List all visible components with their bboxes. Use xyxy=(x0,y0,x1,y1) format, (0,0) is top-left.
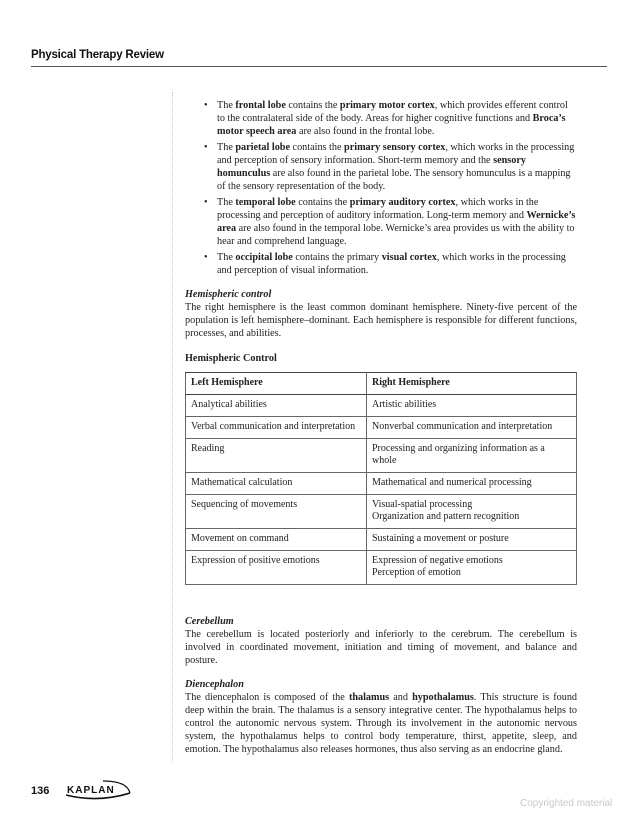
right-cell: Mathematical and numerical processing xyxy=(367,473,577,495)
left-cell: Sequencing of movements xyxy=(186,495,367,529)
table-title: Hemispheric Control xyxy=(185,353,277,364)
table-row xyxy=(186,395,577,417)
left-cell: Reading xyxy=(186,439,367,473)
left-cell: Verbal communication and interpretation xyxy=(186,417,367,439)
left-cell: Movement on command xyxy=(186,529,367,551)
header-right-hemisphere: Right Hemisphere xyxy=(367,373,577,395)
left-cell: Expression of positive emotions xyxy=(186,551,367,585)
bullet-frontal-lobe: • The frontal lobe contains the primary motor cortex, which provides efferent control to the contralateral side of the body. Areas for higher cognitive functions and Broca’s motor speech area are also found in the frontal lobe. xyxy=(204,99,577,138)
table-row xyxy=(186,473,577,495)
hemispheric-control-heading: Hemispheric control xyxy=(185,289,272,300)
page-body xyxy=(185,99,577,756)
right-cell: Expression of negative emotions Perception of emotion xyxy=(367,551,577,585)
left-cell: Mathematical calculation xyxy=(186,473,367,495)
bullet-occipital-lobe: • The occipital lobe contains the primary visual cortex, which works in the processing and perception of visual information. xyxy=(204,251,577,277)
running-header: Physical Therapy Review xyxy=(31,49,164,61)
right-cell: Nonverbal communication and interpretation xyxy=(367,417,577,439)
table-header-row xyxy=(186,373,577,395)
diencephalon-text: The diencephalon is composed of the thalamus and hypothalamus. This structure is found deep within the brain. The thalamus is a sensory integrative center. The hypothalamus helps to control the autonomic nervous system. Through its involvement in the autonomic nervous system, the hypothalamus helps to control body temperature, thirst, appetite, sleep, and emotion. The hypothalamus also releases hormones, thus also serving as an endocrine gland. xyxy=(185,692,578,755)
cerebellum-heading: Cerebellum xyxy=(185,616,234,627)
header-left-hemisphere: Left Hemisphere xyxy=(186,373,367,395)
hemispheric-control-table xyxy=(185,372,577,585)
right-cell: Processing and organizing information as a whole xyxy=(367,439,577,473)
table-row xyxy=(186,551,577,585)
cerebellum-text: The cerebellum is located posteriorly and inferiorly to the cerebrum. The cerebellum is involved in coordinated movement, initiation and timing of movement, and balance and posture. xyxy=(185,629,577,666)
diencephalon-heading: Diencephalon xyxy=(185,679,244,690)
page-number: 136 xyxy=(31,785,50,797)
left-cell: Analytical abilities xyxy=(186,395,367,417)
kaplan-logo xyxy=(63,779,133,801)
table-row xyxy=(186,495,577,529)
table-row xyxy=(186,439,577,473)
hemispheric-control-text: The right hemisphere is the least common dominant hemisphere. Ninety-five percent of the population is left hemisphere–dominant. Each hemisphere is responsible for different functions, processes, and abilities. xyxy=(185,302,577,339)
lobe-bullet-list xyxy=(204,99,577,277)
right-cell: Artistic abilities xyxy=(367,395,577,417)
header-rule xyxy=(31,66,607,67)
right-cell: Sustaining a movement or posture xyxy=(367,529,577,551)
bullet-parietal-lobe: • The parietal lobe contains the primary sensory cortex, which works in the processing and perception of sensory information. Short-term memory and the sensory homunculus are also found in the parietal lobe. The sensory homunculus is a mapping of the sensory representation of the body. xyxy=(204,141,577,193)
logo-text: KAPLAN xyxy=(67,785,115,796)
copyright-watermark: Copyrighted material xyxy=(520,798,613,809)
table-row xyxy=(186,417,577,439)
margin-dotted-rule xyxy=(172,92,173,762)
table-row xyxy=(186,529,577,551)
right-cell: Visual-spatial processing Organization and pattern recognition xyxy=(367,495,577,529)
bullet-temporal-lobe: • The temporal lobe contains the primary auditory cortex, which works in the processing and perception of auditory information. Long-term memory and Wernicke’s area are also found in the temporal lobe. Wernicke’s area provides us with the ability to hear and comprehend language. xyxy=(204,196,577,248)
